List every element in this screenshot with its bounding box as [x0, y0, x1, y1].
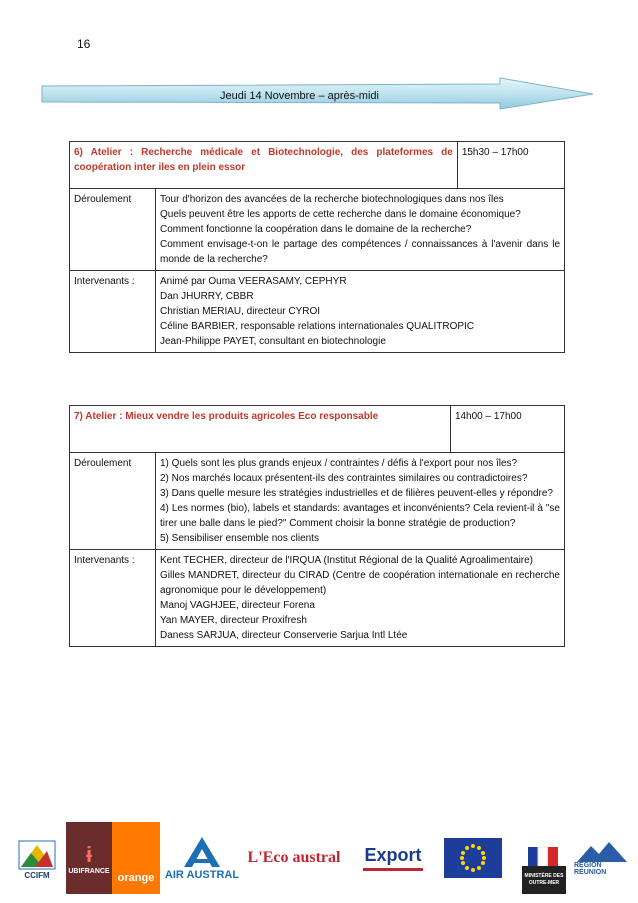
eco-austral-logo: L'Eco austral [247, 849, 341, 866]
intervenant: Yan MAYER, directeur Proxifresh [160, 615, 307, 626]
atelier-time: 14h00 – 17h00 [450, 406, 564, 453]
intervenants-label: Intervenants : [70, 550, 156, 647]
deroulement-label: Déroulement [70, 453, 156, 550]
intervenant: Jean-Philippe PAYET, consultant en biotechnologie [160, 336, 386, 347]
intervenant: Christian MERIAU, directeur CYROI [160, 306, 321, 317]
intervenant: Dan JHURRY, CBBR [160, 291, 254, 302]
air-austral-logo: AIR AUSTRAL [164, 822, 240, 894]
intervenant: Animé par Ouma VEERASAMY, CEPHYR [160, 276, 347, 287]
intervenant: Daness SARJUA, directeur Conserverie Sarjua Intl Ltée [160, 630, 408, 641]
club-export-logo: Export [350, 822, 436, 894]
banner-date-text: Jeudi 14 Novembre – après-midi [220, 90, 379, 102]
atelier-time: 15h30 – 17h00 [457, 142, 564, 189]
intervenant: Manoj VAGHJEE, directeur Forena [160, 600, 315, 611]
deroulement-line: 4) Les normes (bio), labels et standards: avantages et inconvénients? Cela revient-il à "se tirer une balle dans le pied?" Comment choisir la bonne stratégie de production? [160, 503, 560, 529]
intervenant: Gilles MANDRET, directeur du CIRAD (Centre de coopération internationale en recherche agronomique pour le développement) [160, 570, 560, 596]
atelier-title: 6) Atelier : Recherche médicale et Biotechnologie, des plateformes de coopération inter iles en plein essor [70, 142, 458, 189]
deroulement-line: 3) Dans quelle mesure les stratégies industrielles et de filières peuvent-elles y répondre? [160, 488, 553, 499]
intervenant: Céline BARBIER, responsable relations internationales QUALITROPIC [160, 321, 475, 332]
intervenant: Kent TECHER, directeur de l'IRQUA (Institut Régional de la Qualité Agroalimentaire) [160, 555, 534, 566]
orange-logo: orange [112, 822, 160, 894]
eu-flag-logo [442, 822, 504, 894]
atelier-7-table [69, 405, 565, 647]
intervenants-label: Intervenants : [70, 271, 156, 353]
deroulement-line: Comment envisage-t-on le partage des compétences / connaissances à l'avenir dans le monde de la recherche? [160, 239, 560, 265]
atelier-title: 7) Atelier : Mieux vendre les produits agricoles Eco responsable [70, 406, 451, 453]
intervenants-content [156, 550, 565, 647]
date-banner-arrow [40, 76, 595, 110]
atelier-6-table [69, 141, 565, 353]
eu-flag-icon [444, 838, 502, 878]
deroulement-line: Quels peuvent être les apports de cette recherche dans le domaine économique? [160, 209, 521, 220]
deroulement-label: Déroulement [70, 189, 156, 271]
intervenants-content [156, 271, 565, 353]
sponsor-logos-strip [8, 822, 630, 894]
deroulement-content [156, 453, 565, 550]
ccifm-logo: CCIFM [12, 822, 62, 894]
deroulement-line: Tour d'horizon des avancées de la recherche biotechnologiques dans nos îles [160, 194, 504, 205]
deroulement-line: Comment fonctionne la coopération dans le domaine de la recherche? [160, 224, 472, 235]
deroulement-line: 5) Sensibiliser ensemble nos clients [160, 533, 319, 544]
deroulement-line: 2) Nos marchés locaux présentent-ils des contraintes similaires ou contradictoires? [160, 473, 528, 484]
deroulement-content [156, 189, 565, 271]
page-number: 16 [77, 37, 91, 51]
region-reunion-logo: RÉGION RÉUNION [574, 822, 630, 894]
deroulement-line: 1) Quels sont les plus grands enjeux / contraintes / défis à l'export pour nos îles? [160, 458, 518, 469]
ministere-outre-mer-logo: MINISTÈRE DES OUTRE-MER [522, 866, 566, 894]
ubifrance-logo: ɨ UBIFRANCE [66, 822, 112, 894]
